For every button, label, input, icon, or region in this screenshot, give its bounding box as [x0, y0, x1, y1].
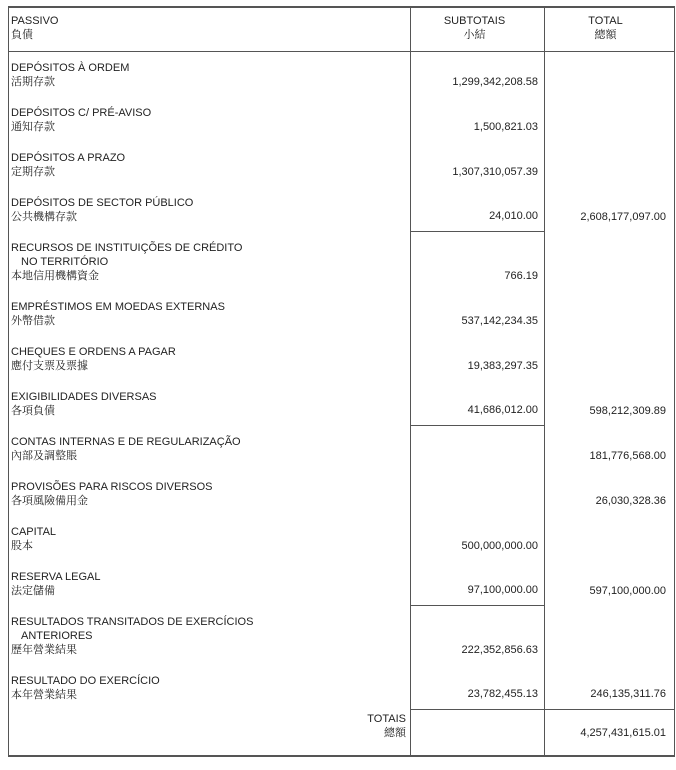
header-passivo-pt: PASSIVO	[11, 15, 59, 27]
totals-value: 4,257,431,615.01	[545, 710, 675, 756]
row-label	[9, 336, 411, 381]
row-label	[9, 381, 411, 426]
row-label-zh: 股本	[11, 539, 33, 552]
row-total: 597,100,000.00	[545, 561, 675, 606]
row-label-pt-cont: NO TERRITÓRIO	[21, 255, 109, 268]
row-label-pt: RESULTADOS TRANSITADOS DE EXERCÍCIOS	[11, 615, 254, 628]
table-row	[9, 426, 675, 471]
row-label-zh: 法定儲備	[11, 584, 55, 597]
table-row	[9, 606, 675, 665]
table-row	[9, 665, 675, 710]
row-subtotal: 500,000,000.00	[411, 516, 545, 561]
row-label-zh: 通知存款	[11, 120, 55, 133]
table-row	[9, 561, 675, 606]
row-label	[9, 187, 411, 232]
row-label-zh: 本地信用機構資金	[11, 269, 99, 282]
row-label-pt: EXIGIBILIDADES DIVERSAS	[11, 390, 157, 403]
row-label	[9, 142, 411, 187]
row-subtotal: 222,352,856.63	[411, 606, 545, 665]
row-label	[9, 665, 411, 710]
row-total: 26,030,328.36	[545, 471, 675, 516]
header-total-pt: TOTAL	[588, 15, 623, 27]
row-label-zh: 歷年營業結果	[11, 643, 77, 656]
totals-subtotal	[411, 710, 545, 756]
row-total	[545, 336, 675, 381]
header-subtotais-pt: SUBTOTAIS	[443, 15, 506, 27]
row-label	[9, 606, 411, 665]
row-label-pt: CAPITAL	[11, 525, 57, 538]
row-label-zh: 各項風險備用金	[11, 494, 88, 507]
row-subtotal	[411, 426, 545, 471]
row-label	[9, 97, 411, 142]
header-subtotais	[411, 7, 545, 51]
row-label-zh: 公共機構存款	[11, 210, 77, 223]
row-label-zh: 內部及調整賬	[11, 449, 77, 462]
header-passivo-zh: 負債	[11, 29, 33, 41]
row-label-pt: RECURSOS DE INSTITUIÇÕES DE CRÉDITO	[11, 241, 243, 254]
row-subtotal: 1,299,342,208.58	[411, 51, 545, 97]
row-label	[9, 471, 411, 516]
row-label-pt-cont: ANTERIORES	[21, 629, 93, 642]
row-label-zh: 各項負債	[11, 404, 55, 417]
table-row	[9, 336, 675, 381]
row-total	[545, 232, 675, 291]
row-total: 246,135,311.76	[545, 665, 675, 710]
liabilities-table	[8, 6, 675, 757]
row-label-zh: 應付支票及票據	[11, 359, 88, 372]
row-label-pt: EMPRÉSTIMOS EM MOEDAS EXTERNAS	[11, 300, 225, 313]
row-label-pt: DEPÓSITOS À ORDEM	[11, 61, 130, 74]
row-label-zh: 外幣借款	[11, 314, 55, 327]
header-total	[545, 7, 675, 51]
row-label-zh: 活期存款	[11, 75, 55, 88]
row-subtotal: 1,307,310,057.39	[411, 142, 545, 187]
header-total-zh: 總額	[594, 29, 617, 41]
totals-label	[9, 710, 411, 756]
row-subtotal: 19,383,297.35	[411, 336, 545, 381]
row-label	[9, 516, 411, 561]
row-subtotal: 24,010.00	[411, 187, 545, 232]
row-label	[9, 291, 411, 336]
header-row	[9, 7, 675, 51]
row-label-pt: RESERVA LEGAL	[11, 570, 101, 583]
row-total: 181,776,568.00	[545, 426, 675, 471]
row-total	[545, 291, 675, 336]
row-label	[9, 426, 411, 471]
row-subtotal: 41,686,012.00	[411, 381, 545, 426]
row-total	[545, 51, 675, 97]
table-row	[9, 516, 675, 561]
row-label	[9, 51, 411, 97]
row-label-pt: DEPÓSITOS C/ PRÉ-AVISO	[11, 106, 152, 119]
table-row	[9, 142, 675, 187]
totals-label-pt: TOTAIS	[367, 712, 406, 725]
row-label-zh: 定期存款	[11, 165, 55, 178]
row-total: 2,608,177,097.00	[545, 187, 675, 232]
row-subtotal: 766.19	[411, 232, 545, 291]
table-row	[9, 187, 675, 232]
table-row	[9, 381, 675, 426]
row-label-pt: CHEQUES E ORDENS A PAGAR	[11, 345, 176, 358]
row-total	[545, 97, 675, 142]
row-label-pt: CONTAS INTERNAS E DE REGULARIZAÇÃO	[11, 435, 241, 448]
table-row	[9, 471, 675, 516]
table-row	[9, 97, 675, 142]
row-label-pt: PROVISÕES PARA RISCOS DIVERSOS	[11, 480, 213, 493]
row-label-zh: 本年營業結果	[11, 688, 77, 701]
row-label-pt: DEPÓSITOS A PRAZO	[11, 151, 126, 164]
row-total	[545, 606, 675, 665]
row-subtotal: 23,782,455.13	[411, 665, 545, 710]
row-total	[545, 142, 675, 187]
header-subtotais-zh: 小結	[463, 29, 486, 41]
header-passivo	[9, 7, 411, 51]
row-subtotal	[411, 471, 545, 516]
table-row	[9, 51, 675, 97]
totals-row	[9, 710, 675, 756]
row-total	[545, 516, 675, 561]
row-label	[9, 232, 411, 291]
table-row	[9, 232, 675, 291]
row-total: 598,212,309.89	[545, 381, 675, 426]
row-label-pt: RESULTADO DO EXERCÍCIO	[11, 674, 160, 687]
table-row	[9, 291, 675, 336]
row-subtotal: 1,500,821.03	[411, 97, 545, 142]
row-label	[9, 561, 411, 606]
row-label-pt: DEPÓSITOS DE SECTOR PÚBLICO	[11, 196, 194, 209]
row-subtotal: 97,100,000.00	[411, 561, 545, 606]
row-subtotal: 537,142,234.35	[411, 291, 545, 336]
totals-label-zh: 總額	[384, 726, 406, 739]
